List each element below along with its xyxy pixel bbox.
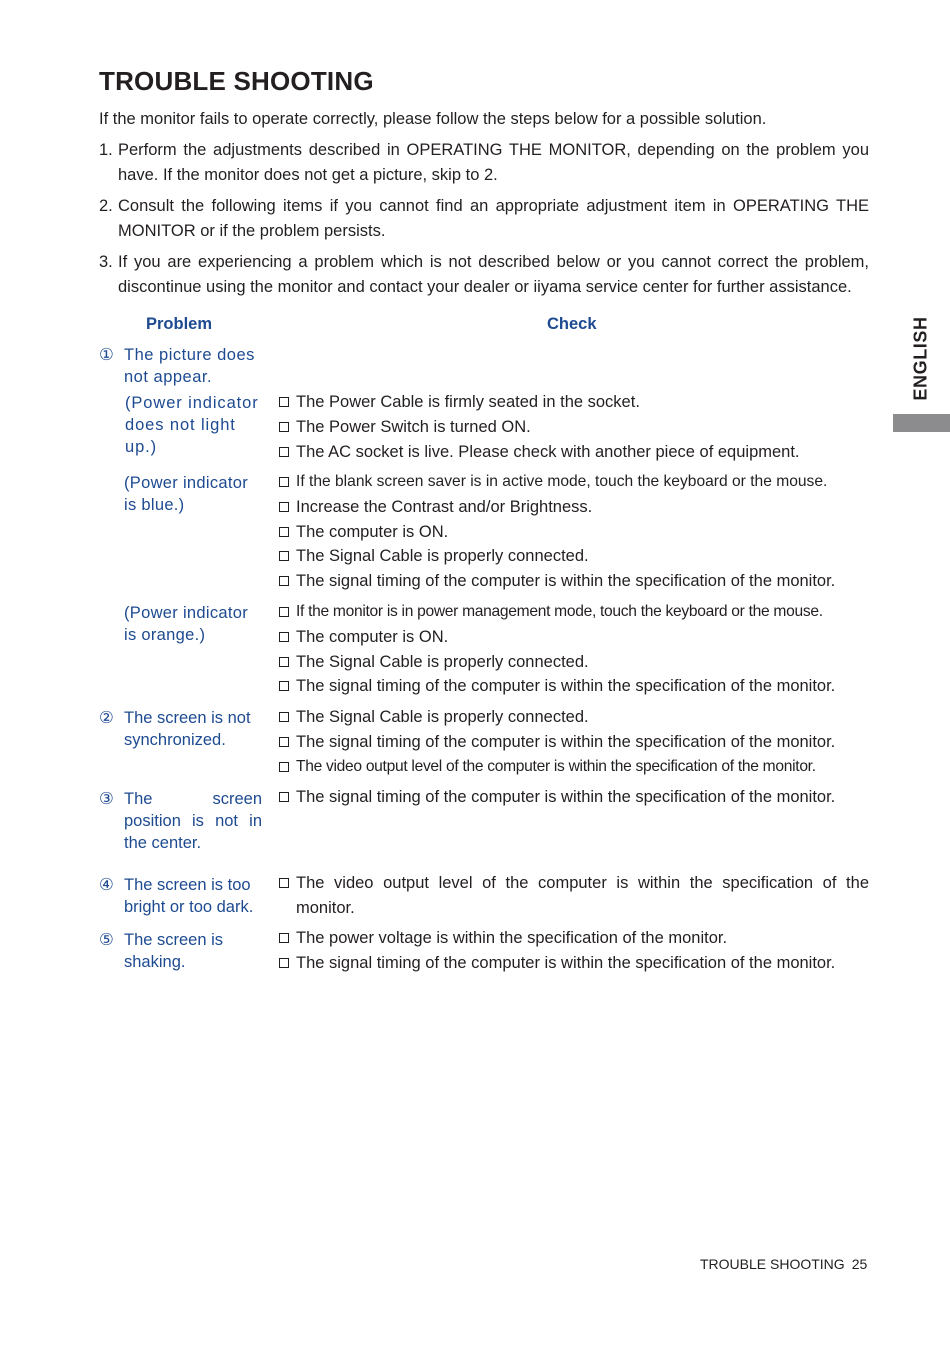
check-item: [278, 705, 869, 730]
checkbox-icon: [279, 958, 289, 968]
problem-marker: ④: [99, 876, 114, 894]
checkbox-icon: [279, 712, 289, 722]
problem-item: [99, 707, 264, 751]
problem-text: The picture does not appear.: [124, 346, 255, 386]
problem-text: The screen is too bright or too dark.: [124, 876, 254, 916]
checkbox-icon: [279, 657, 289, 667]
page-title: TROUBLE SHOOTING: [99, 66, 374, 96]
check-text: The video output level of the computer is within the specification of the monitor.: [296, 757, 816, 775]
checkbox-icon: [279, 792, 289, 802]
check-text: The signal timing of the computer is within the specification of the monitor.: [296, 677, 836, 696]
intro-text: If the monitor fails to operate correctly, please follow the steps below for a possible solution.: [99, 110, 767, 128]
check-item: [278, 440, 869, 465]
check-text: The power voltage is within the specification of the monitor.: [296, 929, 728, 947]
check-list: [278, 470, 869, 594]
checkbox-icon: [279, 878, 289, 888]
problem-marker: ①: [99, 346, 115, 364]
language-tab-bar: [893, 414, 950, 432]
problem-item: [99, 874, 264, 918]
check-column-header: Check: [547, 315, 597, 333]
check-text: The Power Cable is firmly seated in the socket.: [296, 393, 640, 411]
check-list: [278, 600, 869, 699]
checkbox-icon: [279, 737, 289, 747]
check-text: The signal timing of the computer is within the specification of the monitor.: [296, 732, 836, 751]
problem-text: (Power indicator does not light up.): [125, 394, 259, 456]
checkbox-icon: [279, 632, 289, 642]
check-item: [278, 390, 869, 415]
check-text: The signal timing of the computer is within the specification of the monitor.: [296, 572, 836, 591]
check-item: [278, 785, 869, 810]
check-item: [278, 544, 869, 569]
check-item: [278, 650, 869, 675]
page-footer: [700, 1256, 867, 1272]
check-item: [278, 755, 869, 780]
step-number: 1.: [99, 141, 113, 159]
check-item: [278, 674, 869, 699]
problem-text: The screen position is not in the center.: [124, 790, 262, 852]
step-item: [99, 194, 869, 244]
check-text: If the monitor is in power management mode, touch the keyboard or the mouse.: [296, 603, 823, 620]
language-tab: [892, 316, 950, 402]
checkbox-icon: [279, 933, 289, 943]
step-number: 2.: [99, 197, 113, 215]
check-item: [278, 926, 869, 951]
check-item: [278, 625, 869, 650]
check-text: The computer is ON.: [296, 627, 449, 646]
checkbox-icon: [279, 576, 289, 586]
checkbox-icon: [279, 607, 289, 617]
checkbox-icon: [279, 397, 289, 407]
problem-text: The screen is not synchronized.: [124, 709, 251, 749]
problem-item: [124, 602, 264, 646]
problem-text: (Power indicator is blue.): [124, 474, 249, 514]
check-item: [278, 600, 869, 625]
problem-column-header: Problem: [146, 315, 213, 333]
check-item: [278, 569, 869, 594]
check-text: The computer is ON.: [296, 522, 449, 541]
checkbox-icon: [279, 681, 289, 691]
check-list: [278, 871, 869, 921]
check-item: [278, 730, 869, 755]
check-list: [278, 785, 869, 810]
checkbox-icon: [279, 527, 289, 537]
check-text: Increase the Contrast and/or Brightness.: [296, 497, 593, 516]
check-text: If the blank screen saver is in active mode, touch the keyboard or the mouse.: [296, 473, 828, 490]
problem-item: [99, 788, 262, 854]
checkbox-icon: [279, 551, 289, 561]
checkbox-icon: [279, 422, 289, 432]
checkbox-icon: [279, 447, 289, 457]
problem-item: [125, 392, 265, 458]
steps-list: [99, 138, 869, 306]
step-text: Consult the following items if you cannot find an appropriate adjustment item in OPERATING THE MONITOR or if the problem persists.: [118, 197, 869, 240]
problem-item: [124, 472, 264, 516]
problem-marker: ②: [99, 709, 114, 727]
check-text: The Signal Cable is properly connected.: [296, 652, 589, 671]
check-text: The signal timing of the computer is within the specification of the monitor.: [296, 953, 836, 972]
check-item: [278, 951, 869, 976]
check-item: [278, 495, 869, 520]
problem-text: The screen is shaking.: [124, 931, 224, 971]
problem-marker: ③: [99, 790, 114, 808]
check-item: [278, 520, 869, 545]
page-number: 25: [851, 1256, 868, 1272]
checkbox-icon: [279, 762, 289, 772]
problem-text: (Power indicator is orange.): [124, 604, 249, 644]
check-item: [278, 470, 869, 495]
checkbox-icon: [279, 477, 289, 487]
language-tab-label: ENGLISH: [910, 316, 931, 401]
check-item: [278, 415, 869, 440]
check-list: [278, 390, 869, 464]
check-list: [278, 705, 869, 779]
check-text: The AC socket is live. Please check with another piece of equipment.: [296, 442, 800, 461]
footer-section: TROUBLE SHOOTING: [700, 1256, 845, 1272]
step-item: [99, 250, 869, 300]
check-text: The signal timing of the computer is within the specification of the monitor.: [296, 788, 836, 806]
problem-marker: ⑤: [99, 931, 114, 949]
step-number: 3.: [99, 253, 113, 271]
problem-item: [99, 344, 264, 388]
checkbox-icon: [279, 502, 289, 512]
step-text: Perform the adjustments described in OPERATING THE MONITOR, depending on the problem you have. If the monitor does not get a picture, skip to 2.: [118, 141, 869, 184]
step-text: If you are experiencing a problem which is not described below or you cannot correct the problem, discontinue using the monitor and contact your dealer or iiyama service center for further assistance.: [118, 253, 869, 296]
check-text: The Power Switch is turned ON.: [296, 417, 531, 436]
check-list: [278, 926, 869, 976]
step-item: [99, 138, 869, 188]
problem-item: [99, 929, 264, 973]
check-item: [278, 871, 869, 921]
check-text: The Signal Cable is properly connected.: [296, 708, 589, 726]
check-text: The Signal Cable is properly connected.: [296, 547, 589, 566]
check-text: The video output level of the computer is within the specification of the monitor.: [296, 874, 869, 917]
